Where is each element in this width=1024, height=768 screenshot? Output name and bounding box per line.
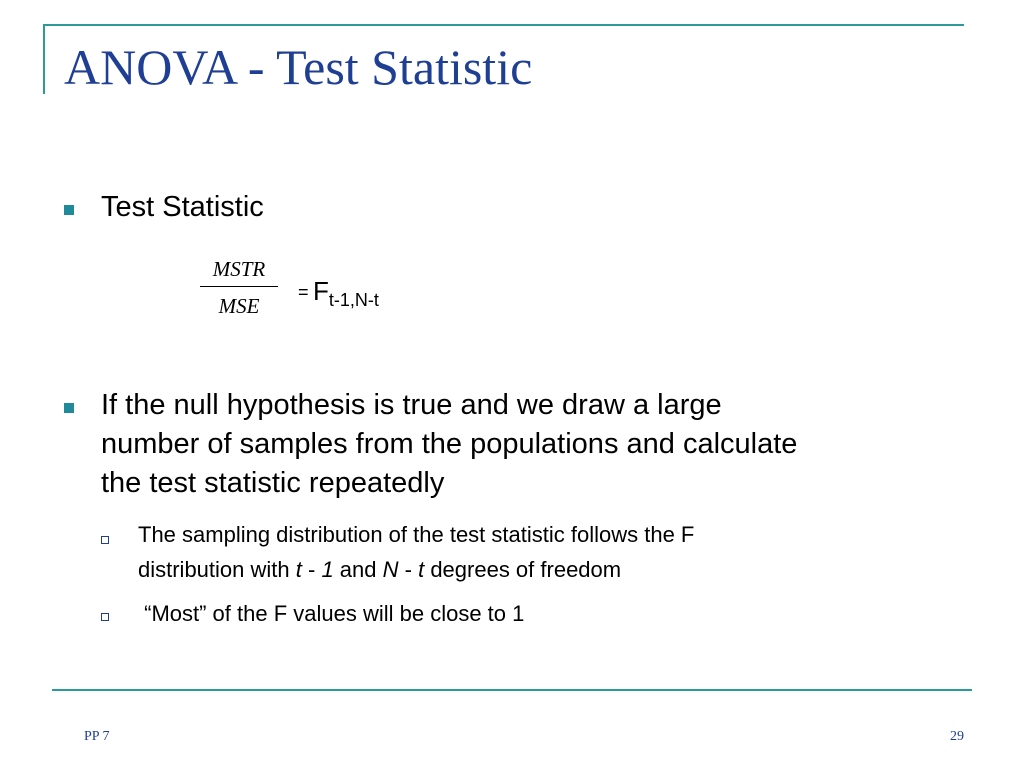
text-part: and — [333, 557, 383, 582]
bullet-square-icon — [64, 403, 74, 413]
italic-n: N — [382, 557, 399, 582]
italic-t: t — [418, 557, 425, 582]
bullet-square-icon — [64, 205, 74, 215]
bullet-text: Test Statistic — [101, 191, 264, 223]
text-part: - — [301, 557, 322, 582]
text-part: - — [398, 557, 419, 582]
bullet-text-line: number of samples from the populations and calculate — [101, 428, 798, 460]
fraction-numerator: MSTR — [212, 257, 266, 281]
bullet-text-line: If the null hypothesis is true and we draw a large — [101, 389, 722, 421]
f-letter: F — [312, 276, 329, 306]
title-frame-left-line — [43, 24, 45, 94]
footer-divider — [52, 689, 972, 691]
page-number: 29 — [950, 729, 964, 744]
hollow-square-bullet-icon — [101, 613, 109, 621]
subbullet-text-line — [138, 552, 621, 587]
bullet-text-line: the test statistic repeatedly — [101, 467, 445, 499]
text-part: distribution with — [138, 557, 296, 582]
formula-equals-f — [298, 276, 379, 310]
title-frame-top-line — [43, 24, 964, 26]
italic-t: t — [295, 557, 302, 582]
f-subscript: t-1,N-t — [328, 290, 379, 310]
fraction-denominator: MSE — [218, 294, 260, 318]
hollow-square-bullet-icon — [101, 536, 109, 544]
fraction — [200, 254, 278, 321]
footer-left-label: PP 7 — [84, 729, 110, 744]
fraction-bar — [200, 286, 278, 287]
subbullet-text-line: The sampling distribution of the test statistic follows the F — [138, 522, 695, 547]
italic-one: 1 — [321, 557, 334, 582]
slide-title: ANOVA - Test Statistic — [64, 39, 533, 95]
text-part: degrees of freedom — [424, 557, 622, 582]
subbullet-text: “Most” of the F values will be close to 1 — [138, 601, 525, 626]
equals-sign: = — [298, 282, 309, 302]
